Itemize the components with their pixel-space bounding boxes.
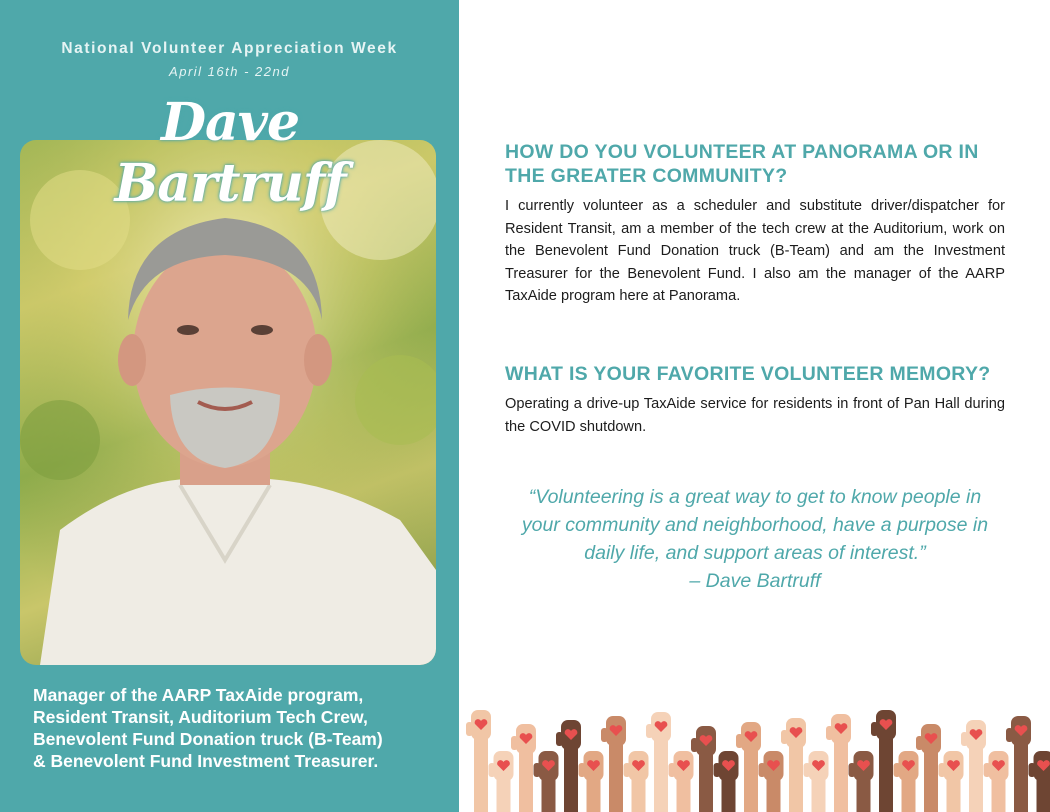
raised-hand-icon [736,722,761,812]
raised-hand-icon [646,712,671,812]
raised-hand-icon [894,751,919,812]
volunteer-roles [33,684,433,772]
roles-line: Manager of the AARP TaxAide program, [33,685,364,705]
question-block-2 [505,362,1005,438]
raised-hand-icon [871,710,896,812]
raised-hand-icon [556,720,581,812]
hands-icon [463,700,1050,812]
quote-attribution: – Dave Bartruff [689,570,821,592]
quote-line: your community and neighborhood, have a purpose in [521,514,989,536]
raised-hand-icon [601,716,626,812]
raised-hand-icon [939,751,964,812]
raised-hands-illustration [463,700,1050,812]
raised-hand-icon [1029,751,1050,812]
raised-hand-icon [804,751,829,812]
raised-hand-icon [826,714,851,812]
raised-hand-icon [511,724,536,812]
question-block-1 [505,140,1005,308]
volunteer-name: Dave Bartruff [114,92,346,214]
left-panel [0,0,459,812]
raised-hand-icon [489,751,514,812]
raised-hand-icon [714,751,739,812]
raised-hand-icon [1006,716,1031,812]
quote-line: daily life, and support areas of interest.” [584,542,926,564]
raised-hand-icon [759,751,784,812]
raised-hand-icon [691,726,716,812]
raised-hand-icon [781,718,806,812]
question-answer: I currently volunteer as a scheduler and substitute driver/dispatcher for Resident Transit, am a member of the tech crew at the Auditorium, work on the Benevolent Fund Donation truck (B-Team) and am the Investment Treasurer for the Benevolent Fund. I also am the manager of the AARP TaxAide program here at Panorama. [505,198,1005,304]
event-title: National Volunteer Appreciation Week [61,40,398,57]
raised-hand-icon [961,720,986,812]
event-dates: April 16th - 22nd [169,64,290,79]
roles-line: Resident Transit, Auditorium Tech Crew, [33,707,368,727]
raised-hand-icon [916,724,941,812]
roles-line: & Benevolent Fund Investment Treasurer. [33,751,379,771]
raised-hand-icon [579,751,604,812]
raised-hand-icon [624,751,649,812]
raised-hand-icon [849,751,874,812]
quote-line: “Volunteering is a great way to get to know people in [528,486,982,508]
question-answer: Operating a drive-up TaxAide service for residents in front of Pan Hall during the COVID shutdown. [505,396,1005,435]
roles-line: Benevolent Fund Donation truck (B-Team) [33,729,383,749]
raised-hand-icon [466,710,491,812]
volunteer-quote [495,483,1015,595]
volunteer-photo [20,140,436,665]
raised-hand-icon [534,751,559,812]
raised-hand-icon [984,751,1009,812]
raised-hand-icon [669,751,694,812]
question-heading: HOW DO YOU VOLUNTEER AT PANORAMA OR IN THE GREATER COMMUNITY? [505,141,979,187]
question-heading: WHAT IS YOUR FAVORITE VOLUNTEER MEMORY? [505,363,991,385]
